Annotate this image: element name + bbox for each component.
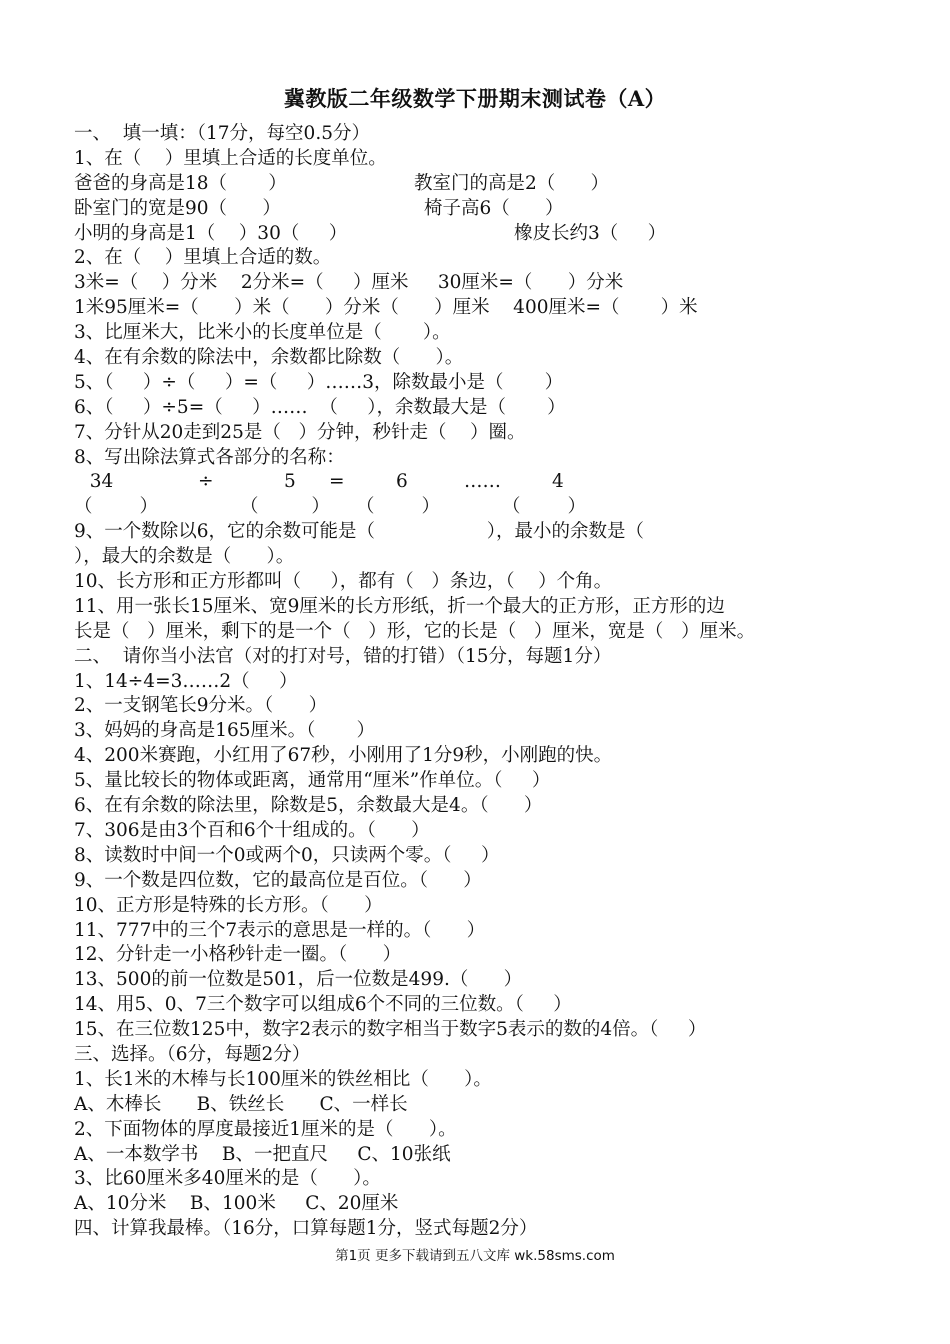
judge-item-4: 4、200米赛跑，小红用了67秒，小刚用了1分9秒，小刚跑的快。 <box>74 745 613 767</box>
question-1-row-2 <box>74 197 904 222</box>
equals-sign: = <box>329 471 345 493</box>
question-2-row-2: 1米95厘米=（ ）米（ ）分米（ ）厘米 400厘米=（ ）米 <box>74 297 698 319</box>
judge-item-10: 10、正方形是特殊的长方形。（ ） <box>74 894 383 916</box>
choice-3-question: 3、比60厘米多40厘米的是（ ）。 <box>74 1168 381 1190</box>
judge-item-13: 13、500的前一位数是501，后一位数是499.（ ） <box>74 969 523 991</box>
question-2-row-1: 3米=（ ）分米 2分米=（ ）厘米 30厘米=（ ）分米 <box>74 272 624 294</box>
quotient: 6 <box>396 471 408 493</box>
question-1-row-1 <box>74 172 904 197</box>
question-10: 10、长方形和正方形都叫（ ），都有（ ）条边，（ ）个角。 <box>74 571 613 593</box>
part-blank: （ ） <box>356 496 441 518</box>
question-11-line-2: 长是（ ）厘米，剩下的是一个（ ）形，它的长是（ ）厘米，宽是（ ）厘米。 <box>74 620 756 642</box>
choice-1-options: A、木棒长 B、铁丝长 C、一样长 <box>74 1093 408 1115</box>
judge-item-7: 7、306是由3个百和6个十组成的。（ ） <box>74 819 430 841</box>
question-7: 7、分针从20走到25是（ ）分钟，秒针走（ ）圈。 <box>74 421 526 443</box>
section-2-heading: 二、 请你当小法官（对的打对号，错的打错）（15分，每题1分） <box>74 645 612 667</box>
remainder-dots: …… <box>464 471 501 493</box>
question-6: 6、（ ）÷5=（ ）…… （ ），余数最大是（ ） <box>74 396 566 418</box>
judge-item-12: 12、分针走一小格秒针走一圈。（ ） <box>74 944 402 966</box>
remainder: 4 <box>552 471 564 493</box>
judge-item-11: 11、777中的三个7表示的意思是一样的。（ ） <box>74 919 486 941</box>
blank-item: 卧室门的宽是90（ ） <box>74 197 281 219</box>
section-4-heading: 四、计算我最棒。（16分，口算每题1分，竖式每题2分） <box>74 1218 538 1240</box>
dividend: 34 <box>78 471 114 493</box>
division-expression <box>74 470 904 495</box>
judge-item-2: 2、一支钢笔长9分米。（ ） <box>74 695 328 717</box>
question-9-line-1: 9、一个数除以6，它的余数可能是（ ），最小的余数是（ <box>74 521 645 543</box>
divisor: 5 <box>284 471 296 493</box>
judge-item-3: 3、妈妈的身高是165厘米。（ ） <box>74 720 375 742</box>
choice-1-question: 1、长1米的木棒与长100厘米的铁丝相比（ ）。 <box>74 1068 492 1090</box>
part-blank: （ ） <box>240 496 330 518</box>
blank-item: 教室门的高是2（ ） <box>414 172 610 194</box>
part-blank: （ ） <box>74 496 159 518</box>
judge-item-15: 15、在三位数125中，数字2表示的数字相当于数字5表示的数的4倍。（ ） <box>74 1019 707 1041</box>
choice-2-question: 2、下面物体的厚度最接近1厘米的是（ ）。 <box>74 1118 457 1140</box>
judge-item-1: 1、14÷4=3……2（ ） <box>74 670 298 692</box>
section-3-heading: 三、选择。（6分，每题2分） <box>74 1043 311 1065</box>
question-9-line-2: ），最大的余数是（ ）。 <box>74 546 295 568</box>
question-4: 4、在有余数的除法中，余数都比除数（ ）。 <box>74 347 464 369</box>
choice-2-options: A、一本数学书 B、一把直尺 C、10张纸 <box>74 1143 451 1165</box>
blank-item: 小明的身高是1（ ）30（ ） <box>74 222 348 244</box>
exam-body <box>74 122 904 1242</box>
question-5: 5、（ ）÷（ ）=（ ）……3，除数最小是（ ） <box>74 371 564 393</box>
question-1-row-3 <box>74 222 904 247</box>
page-footer: 第1页 更多下载请到五八文库 wk.58sms.com <box>335 1248 615 1264</box>
judge-item-5: 5、量比较长的物体或距离，通常用“厘米”作单位。（ ） <box>74 770 551 792</box>
blank-item: 爸爸的身高是18（ ） <box>74 172 287 194</box>
section-1-heading: 一、 填一填：（17分，每空0.5分） <box>74 123 370 144</box>
question-11-line-1: 11、用一张长15厘米、宽9厘米的长方形纸，折一个最大的正方形，正方形的边 <box>74 595 725 617</box>
blank-item: 椅子高6（ ） <box>424 197 564 219</box>
question-3: 3、比厘米大，比米小的长度单位是（ ）。 <box>74 322 451 344</box>
question-8-prompt: 8、写出除法算式各部分的名称： <box>74 446 345 468</box>
division-part-blanks <box>74 495 904 520</box>
division-sign: ÷ <box>198 471 214 493</box>
question-1-prompt: 1、在（ ）里填上合适的长度单位。 <box>74 147 387 169</box>
question-2-prompt: 2、在（ ）里填上合适的数。 <box>74 247 332 269</box>
part-blank: （ ） <box>502 496 587 518</box>
judge-item-14: 14、用5、0、7三个数字可以组成6个不同的三位数。（ ） <box>74 994 572 1016</box>
choice-3-options: A、10分米 B、100米 C、20厘米 <box>74 1193 399 1215</box>
judge-item-8: 8、读数时中间一个0或两个0，只读两个零。（ ） <box>74 844 500 866</box>
blank-item: 橡皮长约3（ ） <box>514 222 667 244</box>
judge-item-9: 9、一个数是四位数，它的最高位是百位。（ ） <box>74 869 482 891</box>
exam-title: 冀教版二年级数学下册期末测试卷（A） <box>283 86 667 111</box>
judge-item-6: 6、在有余数的除法里，除数是5，余数最大是4。（ ） <box>74 795 543 817</box>
